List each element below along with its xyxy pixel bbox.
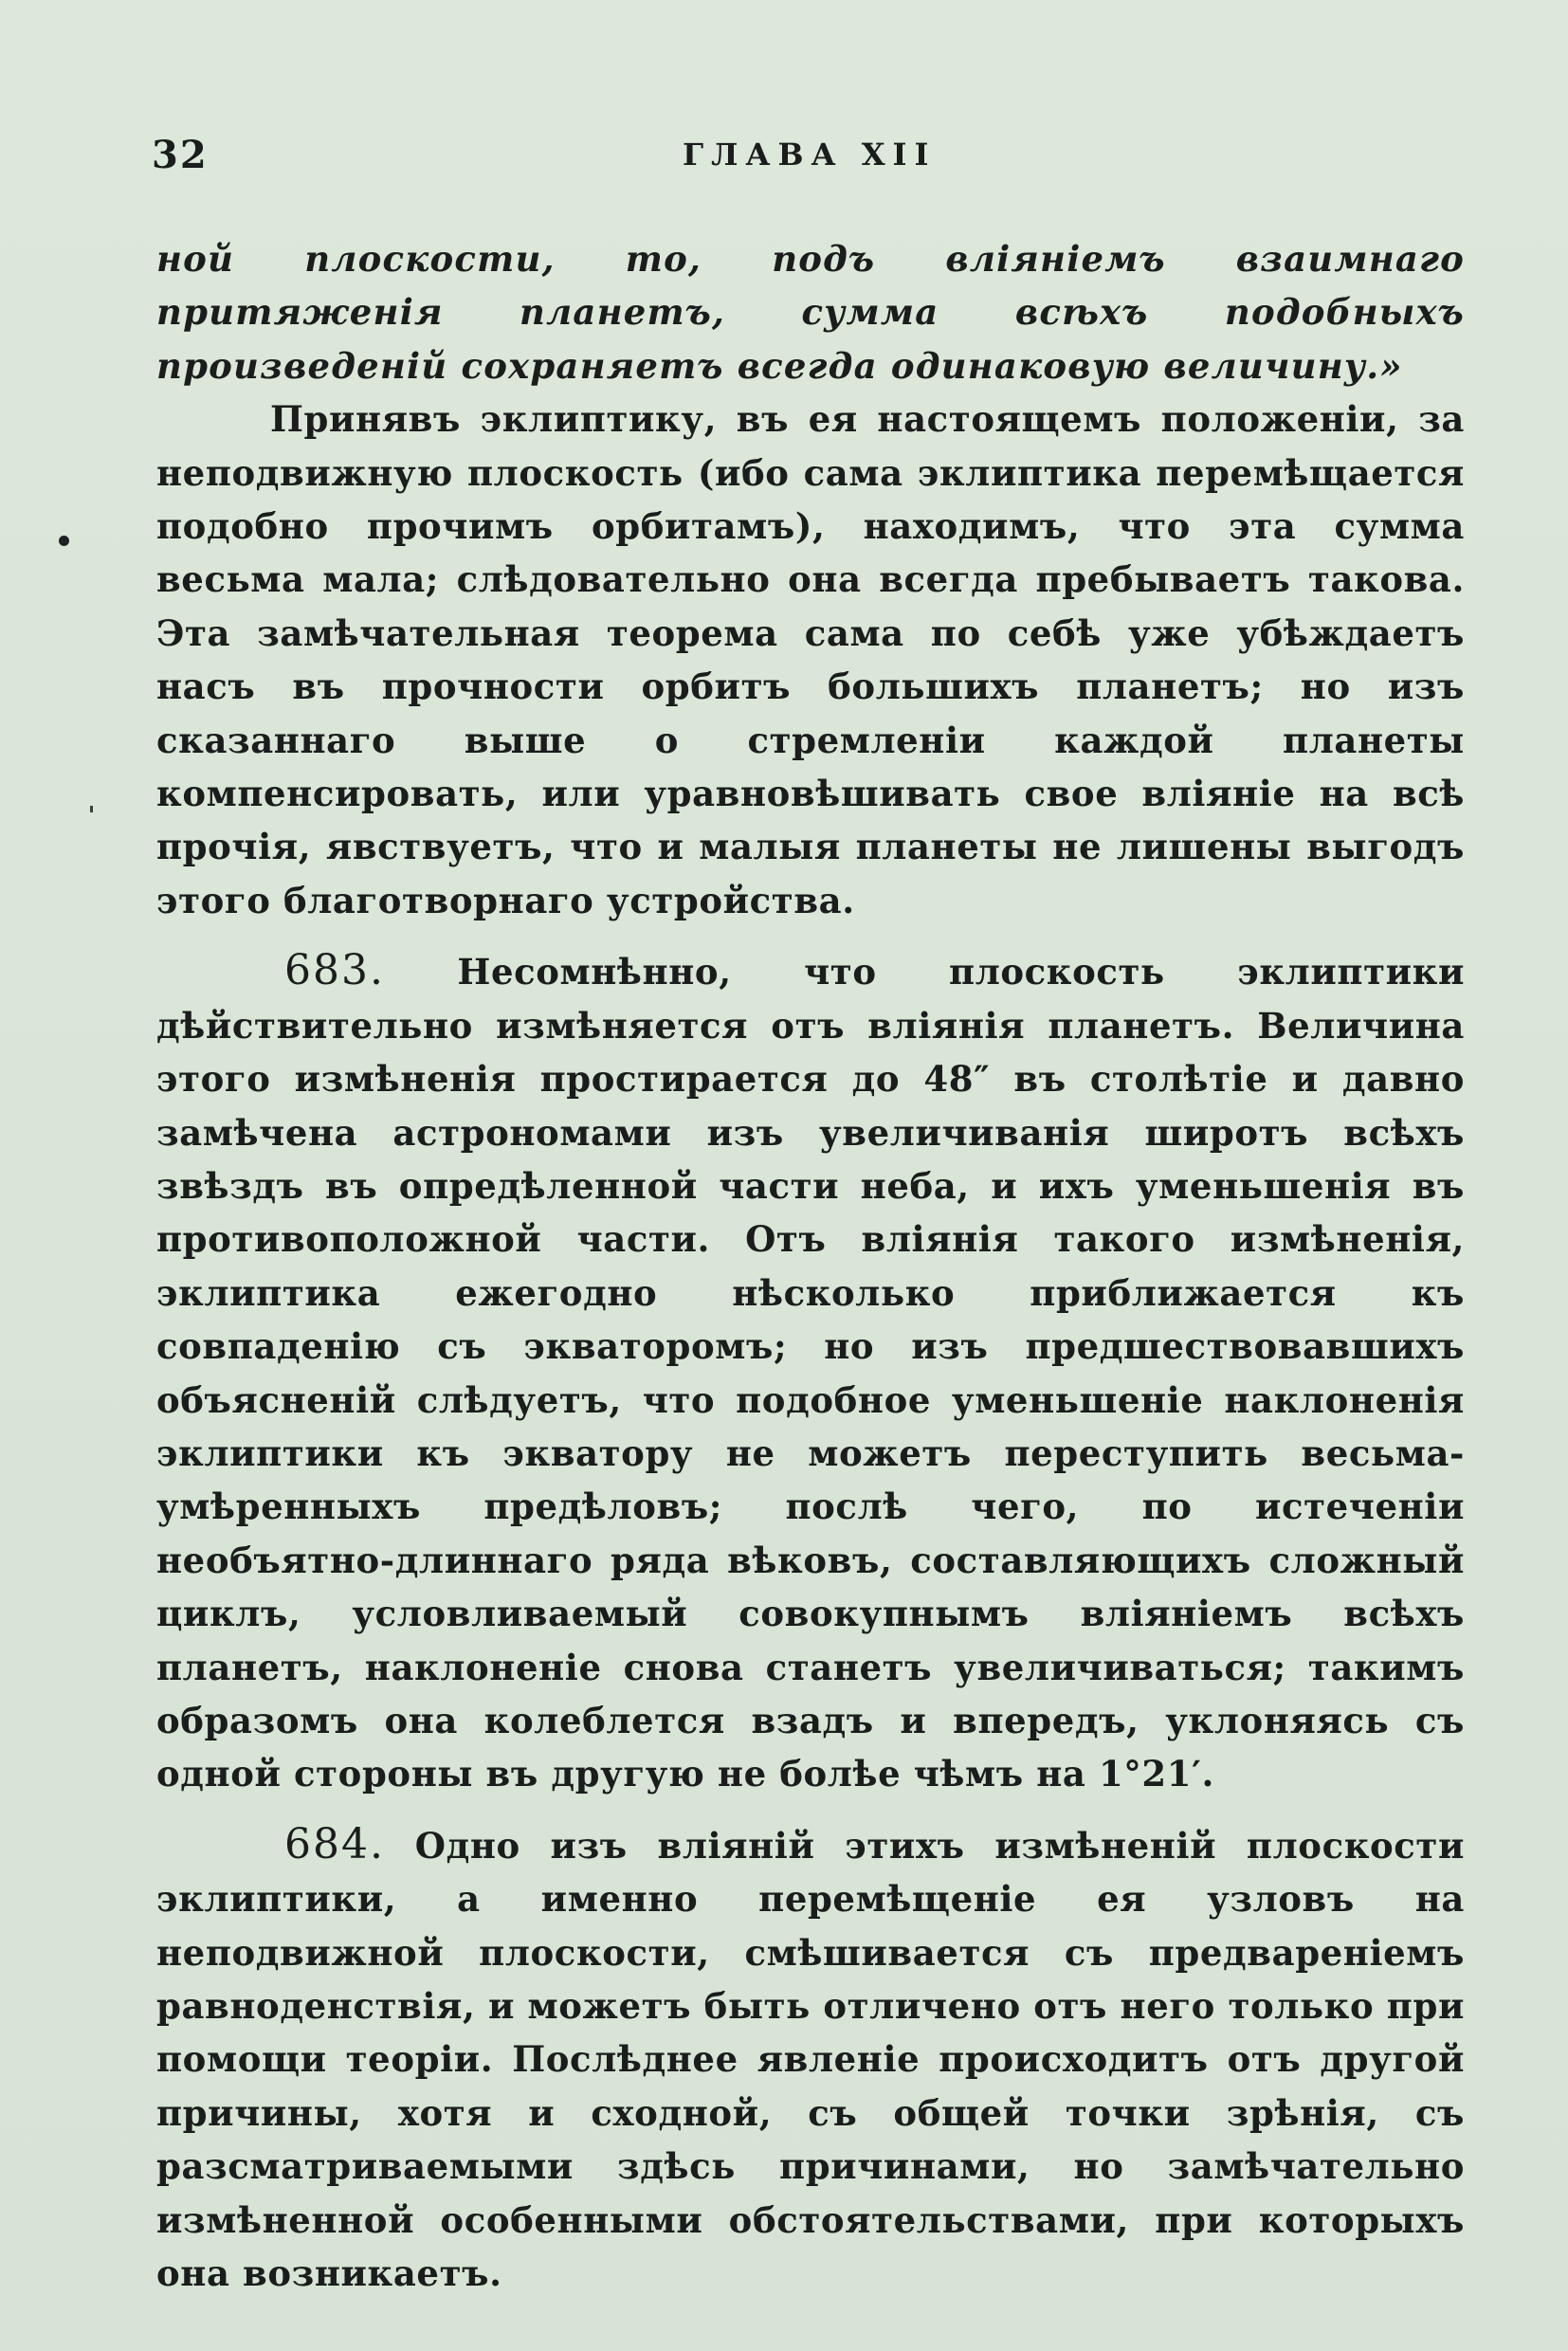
paragraph-684 (156, 1818, 1465, 2301)
running-head: ГЛАВА XII (683, 137, 937, 173)
page-number: 32 (152, 133, 209, 177)
page-header (152, 133, 1460, 190)
body-text (156, 232, 1465, 2300)
paragraph-quote-continuation (156, 232, 1465, 392)
paragraph-number: 684. (284, 1819, 385, 1868)
paragraph-text: Принявъ эклиптику, въ ея настоящемъ положеніи, за неподвижную плоскость (ибо сама эклиптика перемѣщается подобно прочимъ орбитамъ), находимъ, что эта сумма весьма мала; слѣдовательно она всегда пребываетъ такова. Эта замѣчательная теорема сама по себѣ уже убѣждаетъ насъ въ прочности орбитъ большихъ планетъ; но изъ сказаннаго выше о стремленіи каждой планеты компенсировать, или уравновѣшивать свое вліяніе на всѣ прочія, явствуетъ, что и малыя планеты не лишены выгодъ этого благотворнаго устройства. (156, 398, 1465, 921)
paragraph-ecliptic-invariable-plane (156, 392, 1465, 927)
paragraph-text: Несомнѣнно, что плоскость эклиптики дѣйствительно измѣняется отъ вліянія планетъ. Величина этого измѣненія простирается до 48″ въ столѣтіе и давно замѣчена астрономами изъ увеличиванія широтъ всѣхъ звѣздъ въ опредѣленной части неба, и ихъ уменьшенія въ противоположной части. Отъ вліянія такого измѣненія, эклиптика ежегодно нѣсколько приближается къ совпаденію съ экваторомъ; но изъ предшествовавшихъ объясненій слѣдуетъ, что подобное уменьшеніе наклоненія эклиптики къ экватору не можетъ переступить весьма-умѣренныхъ предѣловъ; послѣ чего, по истеченіи необъятно-длиннаго ряда вѣковъ, составляющихъ сложный циклъ, условливаемый совокупнымъ вліяніемъ всѣхъ планетъ, наклоненіе снова станетъ увеличиваться; такимъ образомъ она колеблется взадъ и впередъ, уклоняясь съ одной стороны въ другую не болѣе чѣмъ на 1°21′. (156, 951, 1465, 1795)
paragraph-number: 683. (284, 946, 385, 995)
paragraph-text: Одно изъ вліяній этихъ измѣненій плоскости эклиптики, а именно перемѣщеніе ея узловъ на неподвижной плоскости, смѣшивается съ предвареніемъ равноденствія, и можетъ быть отличено отъ него только при помощи теоріи. Послѣднее явленіе происходитъ отъ другой причины, хотя и сходной, съ общей точки зрѣнія, съ разсматриваемыми здѣсь причинами, но замѣчательно измѣненной особенными обстоятельствами, при которыхъ она возникаетъ. (156, 1824, 1466, 2295)
margin-dot-mark (59, 536, 69, 546)
paragraph-683 (156, 944, 1465, 1801)
margin-stray-mark (90, 806, 93, 812)
paragraph-text: ной плоскости, то, подъ вліяніемъ взаимнаго притяженія планетъ, сумма всѣхъ подобныхъ произведеній сохраняетъ всегда одинаковую величину.» (156, 238, 1465, 387)
